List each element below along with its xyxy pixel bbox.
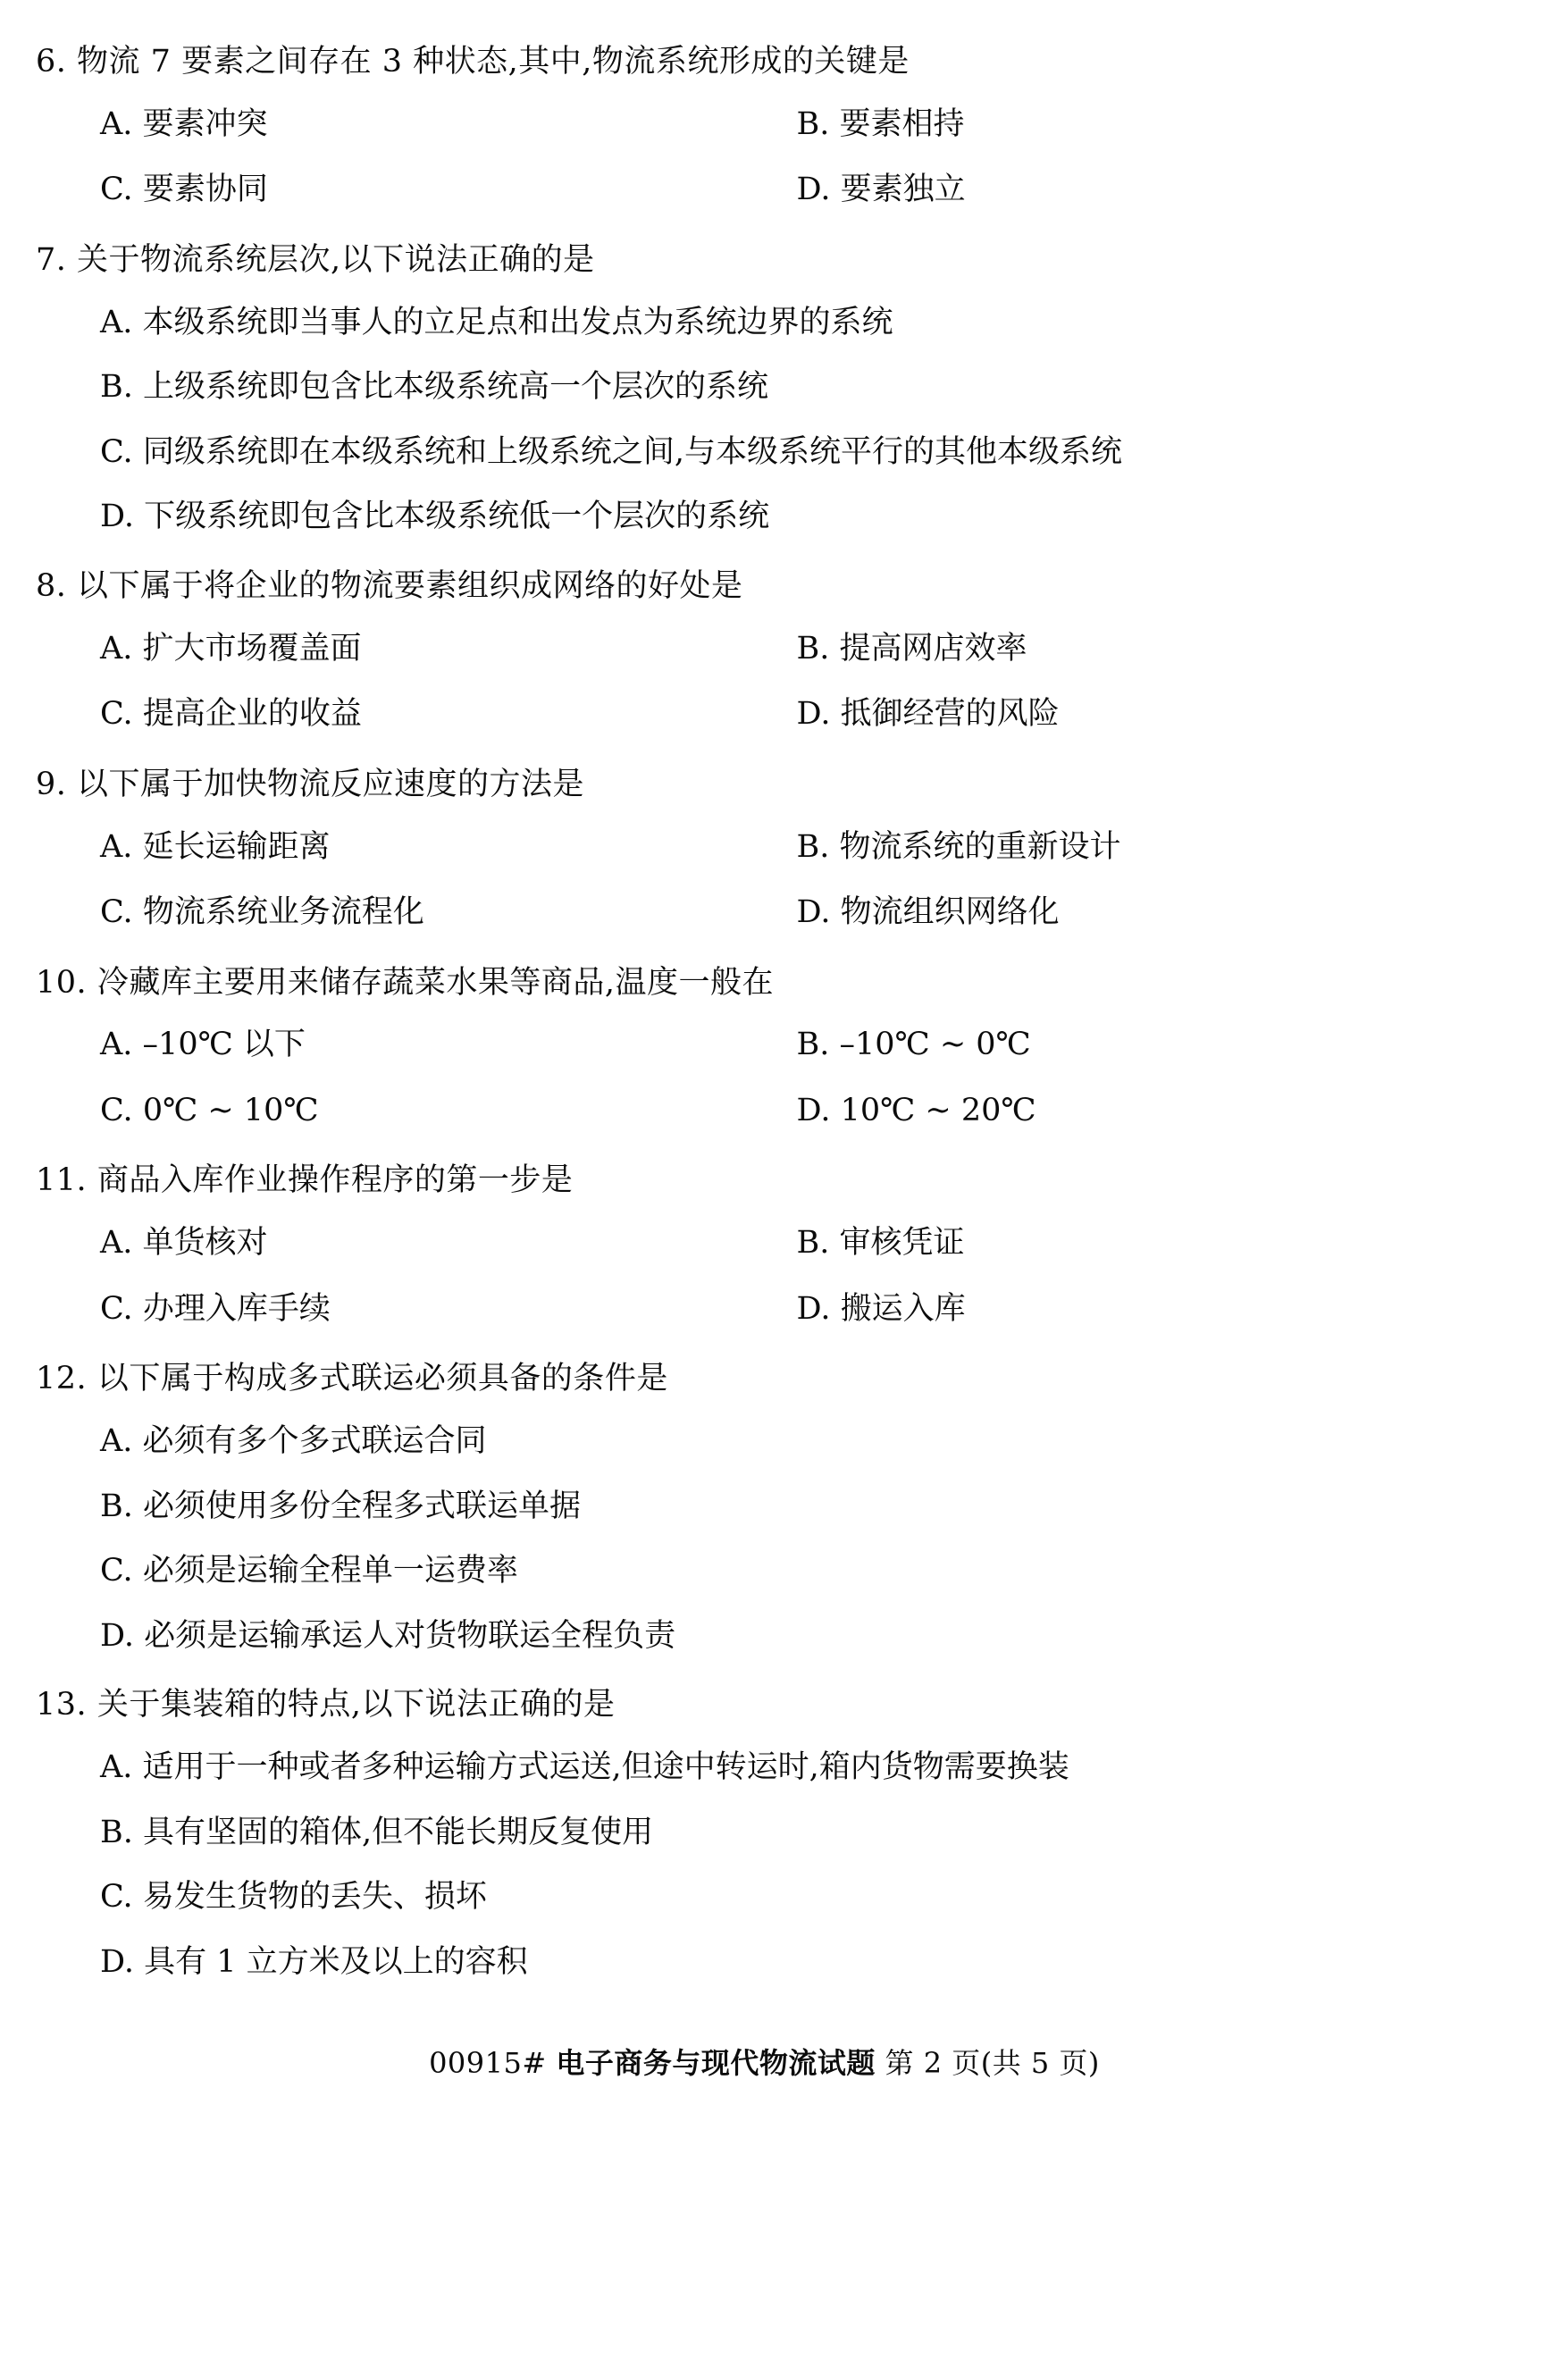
option-label: B. [796, 1027, 830, 1063]
option-d[interactable] [100, 1604, 1493, 1669]
option-a[interactable] [100, 1012, 797, 1078]
question-number: 6. [36, 44, 67, 80]
question-stem [36, 229, 1493, 290]
question-number: 8. [36, 567, 67, 604]
option-text: 0℃ ~ 10℃ [142, 1092, 319, 1128]
options-list [36, 616, 1493, 748]
option-label: C. [100, 894, 133, 931]
option-b[interactable] [100, 1474, 1493, 1539]
question-stem [36, 1673, 1493, 1735]
option-text: 延长运输距离 [142, 828, 331, 865]
option-label: B. [796, 630, 830, 667]
option-label: C. [100, 1092, 133, 1128]
options-list [36, 290, 1493, 549]
option-d[interactable] [100, 1930, 1493, 1995]
question-7 [36, 229, 1493, 549]
question-11 [36, 1149, 1493, 1342]
option-c[interactable] [100, 420, 1493, 485]
option-d[interactable] [797, 682, 1494, 748]
option-c[interactable] [100, 1078, 797, 1145]
question-text: 冷藏库主要用来储存蔬菜水果等商品,温度一般在 [96, 964, 774, 1001]
question-number: 9. [36, 766, 67, 802]
question-stem [36, 952, 1493, 1013]
option-text: 物流组织网络化 [840, 894, 1060, 931]
option-text: 物流系统业务流程化 [142, 894, 424, 931]
option-text: 必须是运输承运人对货物联运全程负责 [144, 1617, 676, 1654]
option-c[interactable] [100, 1277, 797, 1343]
question-10 [36, 952, 1493, 1145]
option-text: 10℃ ~ 20℃ [840, 1092, 1036, 1128]
question-text: 物流 7 要素之间存在 3 种状态,其中,物流系统形成的关键是 [77, 44, 910, 80]
option-label: C. [100, 696, 133, 733]
question-number: 13. [36, 1687, 88, 1723]
option-text: 办理入库手续 [142, 1290, 331, 1327]
option-text: 抵御经营的风险 [840, 696, 1060, 733]
option-text: 提高网店效率 [839, 630, 1027, 667]
question-6 [36, 30, 1493, 223]
option-text: 必须使用多份全程多式联运单据 [143, 1488, 582, 1524]
option-text: 扩大市场覆盖面 [142, 630, 362, 667]
option-d[interactable] [797, 1277, 1494, 1343]
option-label: A. [100, 1423, 133, 1460]
option-text: 适用于一种或者多种运输方式运送,但途中转运时,箱内货物需要换装 [142, 1749, 1069, 1786]
question-stem [36, 753, 1493, 815]
option-a[interactable] [100, 92, 797, 158]
question-number: 10. [36, 964, 88, 1001]
option-d[interactable] [797, 880, 1494, 946]
option-text: 审核凭证 [839, 1225, 965, 1262]
question-text: 以下属于将企业的物流要素组织成网络的好处是 [77, 567, 743, 604]
option-label: C. [100, 1290, 133, 1327]
option-text: –10℃ ~ 0℃ [839, 1027, 1031, 1063]
option-c[interactable] [100, 880, 797, 946]
option-b[interactable] [100, 355, 1493, 420]
option-label: C. [100, 433, 133, 470]
footer-paper-title: 电子商务与现代物流试题 [556, 2046, 876, 2081]
option-label: B. [100, 1488, 133, 1524]
footer-paper-code: 00915# [429, 2046, 547, 2081]
option-label: C. [100, 172, 133, 208]
question-number: 12. [36, 1361, 88, 1397]
option-text: 要素独立 [840, 172, 966, 208]
option-text: 下级系统即包含比本级系统低一个层次的系统 [144, 499, 770, 535]
option-text: 本级系统即当事人的立足点和出发点为系统边界的系统 [142, 304, 893, 340]
question-number: 7. [36, 241, 67, 278]
option-a[interactable] [100, 1211, 797, 1277]
option-text: 上级系统即包含比本级系统高一个层次的系统 [143, 369, 769, 406]
option-label: D. [796, 172, 831, 208]
options-list [36, 815, 1493, 946]
option-text: 要素协同 [142, 172, 268, 208]
option-label: A. [100, 828, 133, 865]
option-text: 单货核对 [142, 1225, 268, 1262]
option-b[interactable] [797, 1211, 1494, 1277]
page-footer [36, 2000, 1493, 2103]
options-list [36, 1409, 1493, 1668]
options-list [36, 1735, 1493, 1994]
option-a[interactable] [100, 1409, 1493, 1474]
question-13 [36, 1673, 1493, 1994]
option-label: A. [100, 304, 133, 340]
question-number: 11. [36, 1162, 88, 1199]
option-label: A. [100, 105, 133, 142]
option-label: A. [100, 1749, 133, 1786]
option-label: D. [100, 1617, 134, 1654]
option-label: C. [100, 1879, 133, 1916]
question-text: 关于物流系统层次,以下说法正确的是 [77, 241, 595, 278]
option-c[interactable] [100, 1865, 1493, 1930]
option-b[interactable] [797, 1012, 1494, 1078]
option-c[interactable] [100, 1539, 1493, 1604]
option-c[interactable] [100, 682, 797, 748]
option-label: D. [796, 696, 831, 733]
options-list [36, 1012, 1493, 1144]
question-text: 以下属于加快物流反应速度的方法是 [77, 766, 585, 802]
question-9 [36, 753, 1493, 946]
option-label: B. [796, 1225, 830, 1262]
option-label: B. [796, 828, 830, 865]
option-label: A. [100, 1027, 133, 1063]
option-d[interactable] [100, 484, 1493, 549]
question-stem [36, 1347, 1493, 1409]
option-label: A. [100, 1225, 133, 1262]
option-d[interactable] [797, 157, 1494, 223]
option-d[interactable] [797, 1078, 1494, 1145]
option-text: 提高企业的收益 [142, 696, 362, 733]
option-label: D. [100, 1943, 134, 1980]
option-text: 要素相持 [839, 105, 965, 142]
option-text: 要素冲突 [142, 105, 268, 142]
option-a[interactable] [100, 616, 797, 683]
option-text: 易发生货物的丢失、损坏 [142, 1879, 487, 1916]
option-text: 必须有多个多式联运合同 [142, 1423, 487, 1460]
option-label: D. [100, 499, 134, 535]
option-b[interactable] [797, 616, 1494, 683]
option-a[interactable] [100, 815, 797, 881]
option-a[interactable] [100, 1735, 1493, 1800]
option-b[interactable] [797, 815, 1494, 881]
question-12 [36, 1347, 1493, 1668]
question-8 [36, 555, 1493, 748]
option-text: 具有坚固的箱体,但不能长期反复使用 [143, 1814, 654, 1850]
option-c[interactable] [100, 157, 797, 223]
options-list [36, 1211, 1493, 1342]
question-text: 关于集装箱的特点,以下说法正确的是 [96, 1687, 616, 1723]
option-text: 具有 1 立方米及以上的容积 [144, 1943, 528, 1980]
option-label: B. [100, 369, 133, 406]
option-label: D. [796, 894, 831, 931]
question-stem [36, 30, 1493, 92]
option-b[interactable] [797, 92, 1494, 158]
option-text: –10℃ 以下 [142, 1027, 306, 1063]
options-list [36, 92, 1493, 223]
footer-page-info: 第 2 页(共 5 页) [885, 2046, 1100, 2081]
option-label: B. [100, 1814, 133, 1850]
option-label: D. [796, 1092, 831, 1128]
option-label: A. [100, 630, 133, 667]
question-text: 商品入库作业操作程序的第一步是 [96, 1162, 574, 1199]
option-b[interactable] [100, 1800, 1493, 1866]
question-stem [36, 555, 1493, 616]
option-text: 搬运入库 [840, 1290, 966, 1327]
option-a[interactable] [100, 290, 1493, 356]
option-text: 必须是运输全程单一运费率 [142, 1553, 518, 1589]
option-text: 物流系统的重新设计 [839, 828, 1121, 865]
option-label: D. [796, 1290, 831, 1327]
option-label: C. [100, 1553, 133, 1589]
question-text: 以下属于构成多式联运必须具备的条件是 [96, 1361, 668, 1397]
option-label: B. [796, 105, 830, 142]
option-text: 同级系统即在本级系统和上级系统之间,与本级系统平行的其他本级系统 [142, 433, 1122, 470]
question-stem [36, 1149, 1493, 1211]
